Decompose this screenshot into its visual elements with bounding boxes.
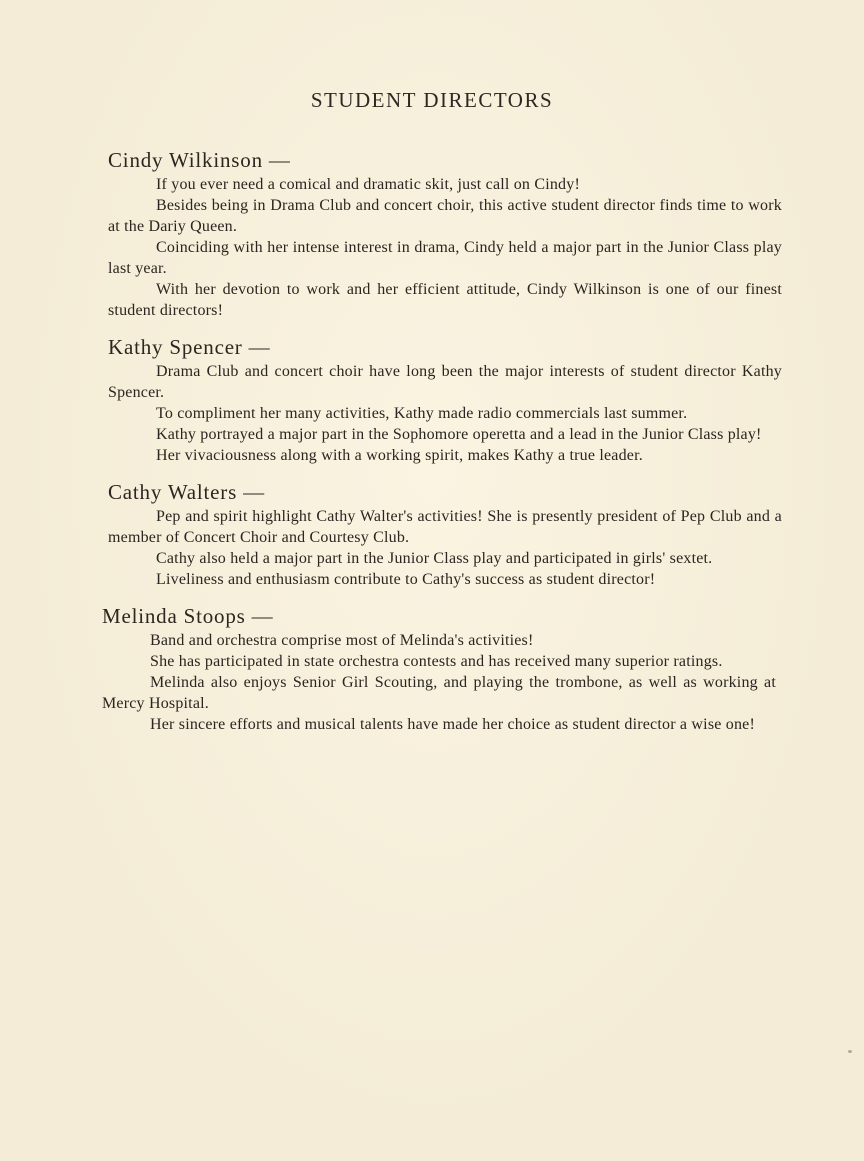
director-paragraph: Band and orchestra comprise most of Melinda's activities! (150, 632, 534, 649)
director-paragraph: Her vivaciousness along with a working spirit, makes Kathy a true leader. (156, 447, 643, 464)
director-paragraph: To compliment her many activities, Kathy made radio commercials last summer. (156, 405, 688, 422)
director-name: Kathy Spencer — (108, 335, 271, 359)
director-paragraph: Liveliness and enthusiasm contribute to Cathy's success as student director! (156, 571, 656, 588)
directors-content (102, 146, 782, 747)
director-paragraph: Kathy portrayed a major part in the Sophomore operetta and a lead in the Junior Class play! (156, 426, 762, 443)
director-paragraph: Drama Club and concert choir have long been the major interests of student director Kathy Spencer. (108, 363, 782, 401)
director-paragraph: Cathy also held a major part in the Junior Class play and participated in girls' sextet. (156, 550, 713, 567)
page-title: STUDENT DIRECTORS (310, 88, 554, 112)
director-paragraph: Her sincere efforts and musical talents have made her choice as student director a wise one! (150, 716, 755, 733)
director-name: Melinda Stoops — (102, 604, 274, 628)
director-paragraph: Melinda also enjoys Senior Girl Scouting, and playing the trombone, as well as working at Mercy Hospital. (102, 674, 776, 712)
director-section-melinda-stoops (102, 602, 776, 735)
director-name: Cathy Walters — (108, 480, 265, 504)
director-paragraph: She has participated in state orchestra contests and has received many superior ratings. (150, 653, 723, 670)
director-section-kathy-spencer (108, 333, 782, 466)
director-section-cathy-walters (108, 478, 782, 590)
director-section-cindy-wilkinson (108, 146, 782, 321)
director-name: Cindy Wilkinson — (108, 148, 291, 172)
director-paragraph: With her devotion to work and her efficient attitude, Cindy Wilkinson is one of our finest student directors! (108, 281, 782, 319)
paper-speck (848, 1050, 852, 1053)
director-paragraph: Coinciding with her intense interest in drama, Cindy held a major part in the Junior Class play last year. (108, 239, 782, 277)
director-paragraph: Besides being in Drama Club and concert choir, this active student director finds time to work at the Dariy Queen. (108, 197, 782, 235)
director-paragraph: Pep and spirit highlight Cathy Walter's activities! She is presently president of Pep Club and a member of Concert Choir and Courtesy Club. (108, 508, 782, 546)
director-paragraph: If you ever need a comical and dramatic skit, just call on Cindy! (156, 176, 580, 193)
